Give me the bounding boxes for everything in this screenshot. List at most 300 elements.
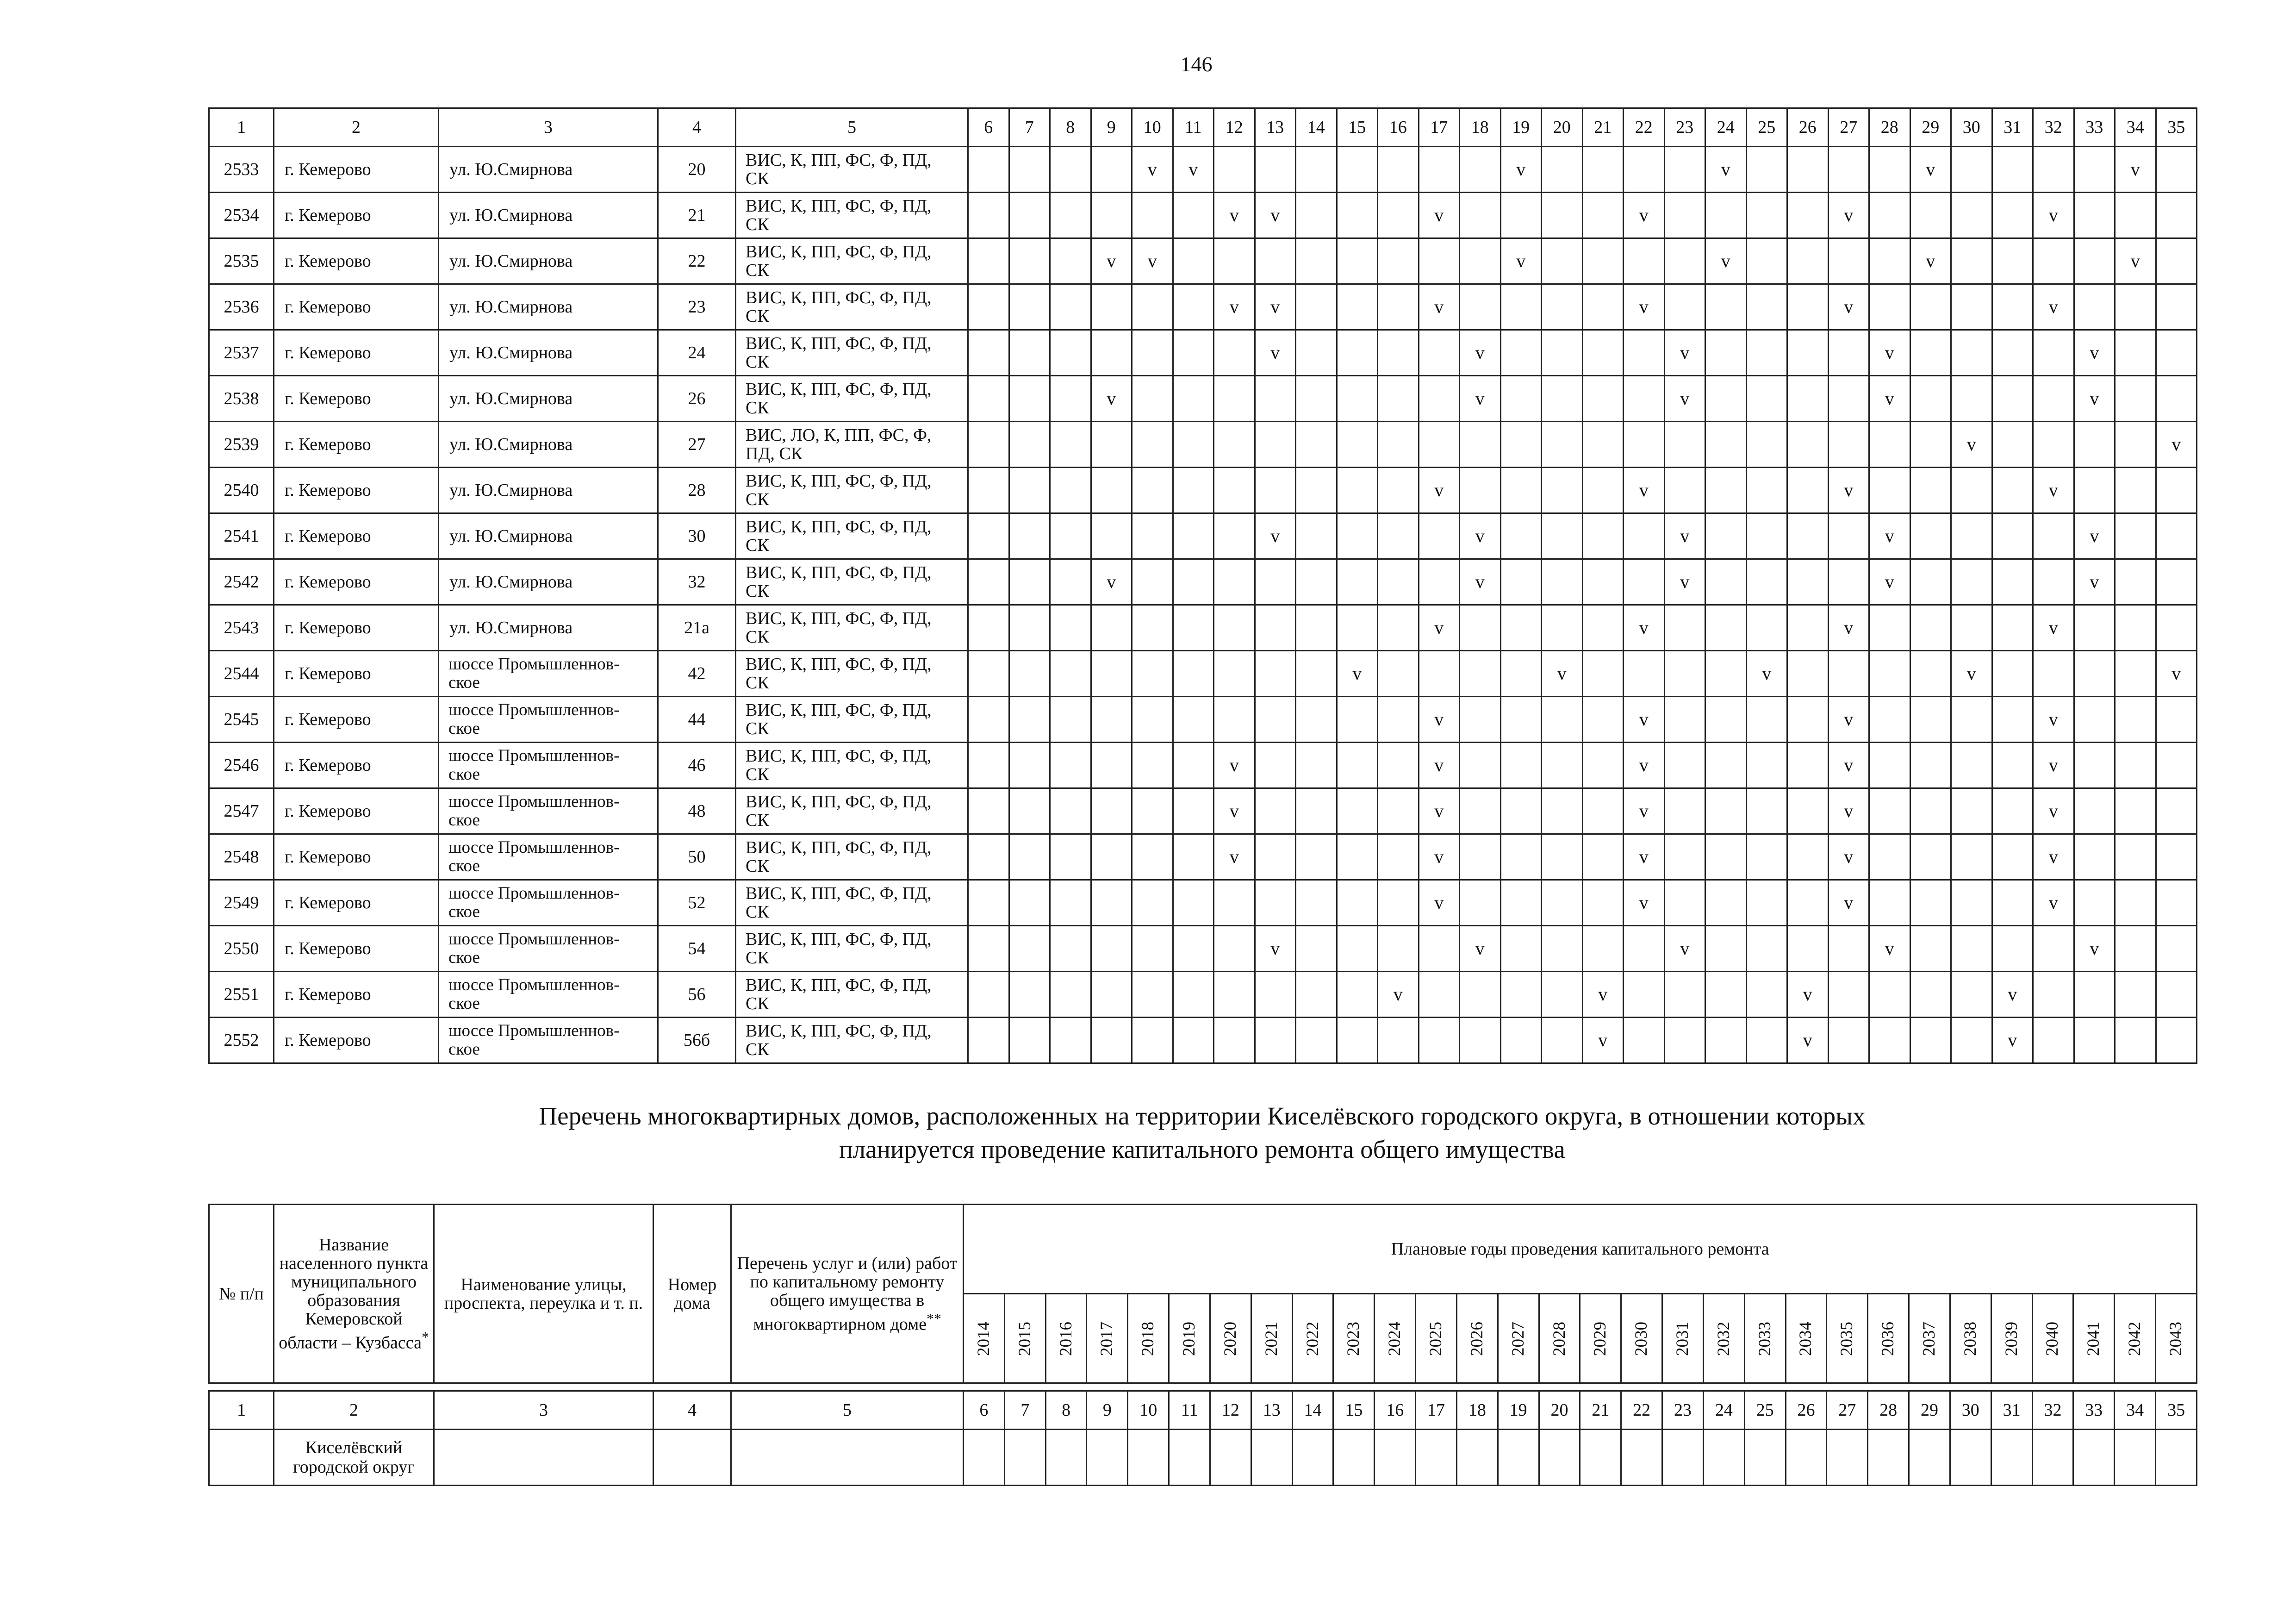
house-number: 46 <box>658 743 736 788</box>
street <box>439 376 658 422</box>
year-cell <box>1910 697 1951 743</box>
year-cell <box>2115 743 2156 788</box>
works-line-1: ВИС, К, ПП, ФС, Ф, ПД, <box>746 655 932 674</box>
city: г. Кемерово <box>274 330 439 376</box>
empty-cell <box>1539 1430 1580 1486</box>
street <box>439 284 658 330</box>
year-cell <box>1542 559 1583 605</box>
year-cell <box>1050 880 1091 926</box>
check-mark: v <box>1680 571 1690 592</box>
year-cell <box>1091 330 1132 376</box>
year-cell <box>1132 193 1173 238</box>
year-cell <box>1951 468 1992 513</box>
year-cell <box>1664 422 1705 468</box>
year-cell <box>1460 788 1501 834</box>
column-index-row <box>209 108 2197 147</box>
year-cell <box>1337 330 1378 376</box>
year-cell <box>1091 697 1132 743</box>
street <box>439 651 658 697</box>
year-cell <box>1664 926 1705 972</box>
column-index: 8 <box>1045 1391 1087 1430</box>
year-cell <box>1214 513 1255 559</box>
check-mark: v <box>2090 525 2099 546</box>
city: г. Кемерово <box>274 559 439 605</box>
street-line-1: шоссе Промышленнов- <box>448 1021 620 1040</box>
year-cell <box>2033 605 2074 651</box>
year-cell <box>2156 238 2197 284</box>
column-index: 7 <box>1009 108 1050 147</box>
check-mark: v <box>2048 846 2058 867</box>
table-row <box>209 788 2197 834</box>
works-line-1: ВИС, К, ПП, ФС, Ф, ПД, <box>746 380 932 399</box>
year-cell <box>1214 422 1255 468</box>
works-list <box>736 651 968 697</box>
year-label: 2034 <box>1796 1321 1816 1356</box>
empty-cell <box>1991 1430 2032 1486</box>
row-number: 2541 <box>209 513 274 559</box>
empty-cell <box>1251 1430 1292 1486</box>
year-cell <box>1746 972 1787 1018</box>
table-row <box>209 330 2197 376</box>
year-cell <box>1542 697 1583 743</box>
year-cell <box>1009 376 1050 422</box>
year-cell <box>1296 880 1337 926</box>
year-cell <box>968 284 1009 330</box>
year-cell <box>1255 880 1296 926</box>
header-municipality-text: Название населенного пункта муниципального образования Кемеровской области – Кузбасса <box>279 1235 429 1353</box>
column-index: 7 <box>1004 1391 1045 1430</box>
column-index: 6 <box>968 108 1009 147</box>
year-cell <box>1378 880 1419 926</box>
year-cell <box>1624 880 1665 926</box>
street-line-2: ское <box>448 719 480 738</box>
check-mark: v <box>2048 892 2058 913</box>
year-cell <box>2033 422 2074 468</box>
year-cell <box>1869 468 1910 513</box>
year-cell <box>1337 743 1378 788</box>
year-cell <box>1787 238 1829 284</box>
city: г. Кемерово <box>274 972 439 1018</box>
year-cell <box>1664 972 1705 1018</box>
year-cell <box>1173 972 1214 1018</box>
year-cell <box>1992 513 2033 559</box>
year-cell <box>1828 147 1869 193</box>
year-cell <box>1542 238 1583 284</box>
year-cell <box>1951 926 1992 972</box>
year-cell <box>1460 559 1501 605</box>
year-label: 2015 <box>1015 1321 1034 1356</box>
table-row <box>209 376 2197 422</box>
check-mark: v <box>2048 800 2058 821</box>
header-gap <box>209 1383 2197 1391</box>
column-index: 29 <box>1909 1391 1950 1430</box>
works-line-2: СК <box>746 811 769 830</box>
street <box>439 238 658 284</box>
works-line-1: ВИС, К, ПП, ФС, Ф, ПД, <box>746 746 932 766</box>
year-cell <box>2074 468 2115 513</box>
column-index: 9 <box>1087 1391 1128 1430</box>
year-cell <box>1624 651 1665 697</box>
street <box>439 147 658 193</box>
year-cell <box>1787 880 1829 926</box>
year-cell <box>1951 238 1992 284</box>
year-cell <box>1664 193 1705 238</box>
year-cell <box>1419 376 1460 422</box>
works-line-2: СК <box>746 994 769 1013</box>
check-mark: v <box>1229 846 1239 867</box>
check-mark: v <box>1229 800 1239 821</box>
check-mark: v <box>1516 250 1526 271</box>
street-line-1: ул. Ю.Смирнова <box>449 160 573 179</box>
works-list <box>736 238 968 284</box>
year-cell <box>1624 743 1665 788</box>
year-cell <box>1624 1018 1665 1063</box>
year-cell <box>1910 422 1951 468</box>
year-header <box>1456 1294 1498 1383</box>
year-header <box>1498 1294 1539 1383</box>
year-cell <box>1951 651 1992 697</box>
year-cell <box>1582 880 1624 926</box>
table-row <box>209 1018 2197 1063</box>
year-cell <box>1214 880 1255 926</box>
section-title-line-2: планируется проведение капитального ремонта общего имущества <box>839 1135 1565 1163</box>
year-cell <box>1214 605 1255 651</box>
street-line-2: ское <box>448 856 480 875</box>
year-cell <box>1255 468 1296 513</box>
year-cell <box>1705 559 1747 605</box>
year-cell <box>2156 422 2197 468</box>
works-line-1: ВИС, К, ПП, ФС, Ф, ПД, <box>746 471 932 491</box>
year-cell <box>1460 972 1501 1018</box>
column-index: 32 <box>2032 1391 2073 1430</box>
year-cell <box>1173 468 1214 513</box>
year-cell <box>968 513 1009 559</box>
year-cell <box>1828 880 1869 926</box>
year-cell <box>2033 788 2074 834</box>
year-cell <box>1009 559 1050 605</box>
works-line-2: СК <box>746 1040 769 1059</box>
year-cell <box>2074 147 2115 193</box>
check-mark: v <box>1966 434 1976 455</box>
city: г. Кемерово <box>274 284 439 330</box>
year-cell <box>1091 972 1132 1018</box>
year-cell <box>1582 743 1624 788</box>
check-mark: v <box>1270 525 1280 546</box>
year-cell <box>2156 972 2197 1018</box>
column-index: 28 <box>1869 108 1910 147</box>
row-number: 2548 <box>209 834 274 880</box>
year-cell <box>1419 605 1460 651</box>
street <box>439 330 658 376</box>
check-mark: v <box>1434 617 1444 638</box>
street <box>439 422 658 468</box>
year-cell <box>1296 788 1337 834</box>
year-cell <box>1542 972 1583 1018</box>
check-mark: v <box>1270 938 1280 959</box>
year-cell <box>1296 559 1337 605</box>
year-cell <box>1378 330 1419 376</box>
year-cell <box>1173 422 1214 468</box>
year-cell <box>1337 376 1378 422</box>
year-label: 2022 <box>1303 1321 1322 1356</box>
column-index: 33 <box>2073 1391 2115 1430</box>
year-cell <box>2074 1018 2115 1063</box>
column-index: 26 <box>1786 1391 1827 1430</box>
column-index: 15 <box>1333 1391 1375 1430</box>
year-cell <box>2074 559 2115 605</box>
year-label: 2041 <box>2084 1321 2103 1356</box>
year-cell <box>1869 697 1910 743</box>
year-cell <box>1337 1018 1378 1063</box>
year-cell <box>1869 834 1910 880</box>
year-cell <box>1460 468 1501 513</box>
street <box>439 697 658 743</box>
works-line-1: ВИС, К, ПП, ФС, Ф, ПД, <box>746 609 932 628</box>
year-cell <box>1091 880 1132 926</box>
table-row <box>209 1430 2197 1486</box>
works-line-2: СК <box>746 261 769 280</box>
table-row <box>209 284 2197 330</box>
year-header <box>1786 1294 1827 1383</box>
table-row <box>209 422 2197 468</box>
year-cell <box>1378 376 1419 422</box>
works-line-2: СК <box>746 306 769 326</box>
check-mark: v <box>1434 480 1444 500</box>
header-works <box>731 1205 964 1383</box>
row-number: 2540 <box>209 468 274 513</box>
street-line-1: шоссе Промышленнов- <box>448 700 620 719</box>
year-cell <box>2156 651 2197 697</box>
works-line-2: СК <box>746 352 769 372</box>
year-cell <box>1255 972 1296 1018</box>
year-cell <box>2115 376 2156 422</box>
year-label: 2028 <box>1549 1321 1569 1356</box>
year-cell <box>2156 284 2197 330</box>
year-cell <box>1582 972 1624 1018</box>
check-mark: v <box>1229 296 1239 317</box>
year-cell <box>2074 697 2115 743</box>
year-cell <box>2156 605 2197 651</box>
check-mark: v <box>2008 1030 2017 1050</box>
works-line-2: СК <box>746 536 769 555</box>
year-cell <box>1624 926 1665 972</box>
check-mark: v <box>1434 205 1444 225</box>
year-cell <box>1582 193 1624 238</box>
city: г. Кемерово <box>274 834 439 880</box>
city: г. Кемерово <box>274 468 439 513</box>
year-cell <box>1992 788 2033 834</box>
year-cell <box>1910 788 1951 834</box>
year-cell <box>2074 880 2115 926</box>
street-line-1: ул. Ю.Смирнова <box>449 526 573 546</box>
empty-cell <box>2032 1430 2073 1486</box>
column-index: 12 <box>1214 108 1255 147</box>
year-cell <box>968 880 1009 926</box>
year-cell <box>1828 651 1869 697</box>
year-cell <box>1132 376 1173 422</box>
year-cell <box>1787 376 1829 422</box>
year-cell <box>2074 972 2115 1018</box>
check-mark: v <box>1107 571 1116 592</box>
year-cell <box>1624 147 1665 193</box>
year-cell <box>1091 559 1132 605</box>
year-cell <box>1828 926 1869 972</box>
column-index: 20 <box>1539 1391 1580 1430</box>
year-header <box>1991 1294 2032 1383</box>
year-cell <box>1582 468 1624 513</box>
header-street: Наименование улицы, проспекта, переулка и т. п. <box>434 1205 653 1383</box>
year-cell <box>1664 147 1705 193</box>
year-cell <box>1500 422 1542 468</box>
year-cell <box>1132 972 1173 1018</box>
year-cell <box>1173 513 1214 559</box>
house-number: 28 <box>658 468 736 513</box>
column-index: 17 <box>1416 1391 1457 1430</box>
year-cell <box>1378 1018 1419 1063</box>
year-cell <box>1582 834 1624 880</box>
city: г. Кемерово <box>274 926 439 972</box>
year-cell <box>2115 468 2156 513</box>
year-cell <box>1296 605 1337 651</box>
year-cell <box>1500 330 1542 376</box>
year-cell <box>1296 834 1337 880</box>
year-cell <box>1746 743 1787 788</box>
year-cell <box>1992 1018 2033 1063</box>
year-cell <box>1132 422 1173 468</box>
year-cell <box>1419 284 1460 330</box>
year-cell <box>1582 926 1624 972</box>
check-mark: v <box>1885 571 1894 592</box>
year-cell <box>1910 468 1951 513</box>
year-cell <box>1419 193 1460 238</box>
year-cell <box>1091 147 1132 193</box>
year-cell <box>1460 834 1501 880</box>
year-header <box>1333 1294 1375 1383</box>
year-cell <box>1214 834 1255 880</box>
year-header <box>1950 1294 1991 1383</box>
year-label: 2033 <box>1755 1321 1774 1356</box>
check-mark: v <box>1803 1030 1812 1050</box>
year-cell <box>1910 1018 1951 1063</box>
year-cell <box>1951 697 1992 743</box>
year-cell <box>2156 1018 2197 1063</box>
column-index: 35 <box>2156 1391 2197 1430</box>
street-line-2: ское <box>448 811 480 830</box>
year-cell <box>1214 559 1255 605</box>
year-cell <box>2074 193 2115 238</box>
year-cell <box>1664 513 1705 559</box>
check-mark: v <box>2048 205 2058 225</box>
year-cell <box>1746 605 1787 651</box>
year-cell <box>1951 147 1992 193</box>
table-row <box>209 513 2197 559</box>
year-cell <box>1705 972 1747 1018</box>
year-cell <box>968 1018 1009 1063</box>
year-cell <box>1460 376 1501 422</box>
year-cell <box>1787 468 1829 513</box>
year-cell <box>1419 513 1460 559</box>
works-line-2: СК <box>746 215 769 234</box>
year-cell <box>1214 972 1255 1018</box>
year-cell <box>1787 330 1829 376</box>
empty-cell <box>1868 1430 1909 1486</box>
year-cell <box>1460 193 1501 238</box>
street <box>439 743 658 788</box>
check-mark: v <box>2048 709 2058 730</box>
year-cell <box>1582 651 1624 697</box>
year-cell <box>1828 1018 1869 1063</box>
year-cell <box>2115 513 2156 559</box>
city: г. Кемерово <box>274 376 439 422</box>
check-mark: v <box>1762 663 1772 684</box>
year-cell <box>2115 788 2156 834</box>
works-list <box>736 376 968 422</box>
year-cell <box>1419 147 1460 193</box>
year-cell <box>1296 376 1337 422</box>
check-mark: v <box>1639 480 1649 500</box>
works-list <box>736 697 968 743</box>
year-cell <box>1337 422 1378 468</box>
year-cell <box>1009 605 1050 651</box>
year-cell <box>1255 926 1296 972</box>
year-cell <box>968 468 1009 513</box>
year-cell <box>1173 330 1214 376</box>
year-cell <box>1378 972 1419 1018</box>
year-cell <box>1214 193 1255 238</box>
year-cell <box>1132 926 1173 972</box>
column-index: 11 <box>1169 1391 1210 1430</box>
year-cell <box>1132 697 1173 743</box>
year-cell <box>1091 468 1132 513</box>
column-index: 30 <box>1951 108 1992 147</box>
year-cell <box>1337 468 1378 513</box>
table-row <box>209 468 2197 513</box>
row-number: 2538 <box>209 376 274 422</box>
year-cell <box>1828 972 1869 1018</box>
year-cell <box>1337 513 1378 559</box>
empty-cell <box>1087 1430 1128 1486</box>
year-cell <box>1050 147 1091 193</box>
year-cell <box>1296 513 1337 559</box>
column-index: 9 <box>1091 108 1132 147</box>
check-mark: v <box>1844 800 1854 821</box>
year-cell <box>1500 880 1542 926</box>
year-cell <box>1255 559 1296 605</box>
check-mark: v <box>2090 388 2099 409</box>
empty-cell <box>1292 1430 1333 1486</box>
year-cell <box>1173 926 1214 972</box>
year-cell <box>1746 422 1787 468</box>
year-cell <box>1582 376 1624 422</box>
check-mark: v <box>1229 755 1239 775</box>
year-cell <box>1009 788 1050 834</box>
year-header <box>2032 1294 2073 1383</box>
street-line-1: ул. Ю.Смирнова <box>449 572 573 592</box>
year-cell <box>1582 788 1624 834</box>
year-cell <box>1419 238 1460 284</box>
city: г. Кемерово <box>274 238 439 284</box>
year-label: 2035 <box>1837 1321 1857 1356</box>
year-cell <box>1460 147 1501 193</box>
year-cell <box>2074 926 2115 972</box>
year-cell <box>1582 330 1624 376</box>
column-index: 14 <box>1292 1391 1333 1430</box>
year-cell <box>2115 238 2156 284</box>
year-cell <box>1255 697 1296 743</box>
year-cell <box>1500 834 1542 880</box>
works-line-1: ВИС, К, ПП, ФС, Ф, ПД, <box>746 196 932 216</box>
year-cell <box>1255 284 1296 330</box>
